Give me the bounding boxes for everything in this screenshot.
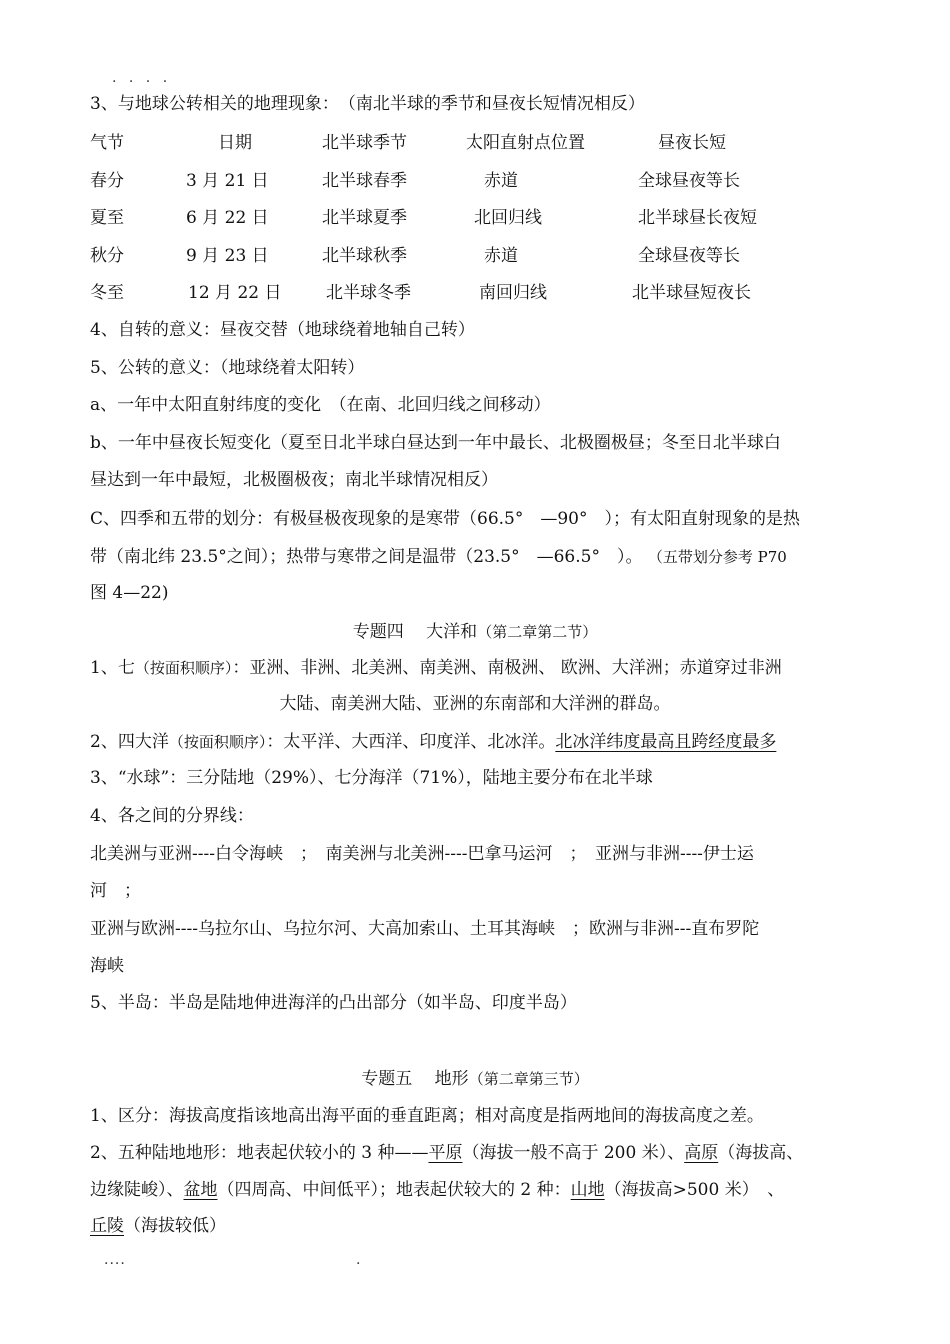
table-cell: 南回归线 — [479, 283, 547, 303]
item-text: （海拔高、 — [718, 1143, 804, 1163]
underlined-text: 丘陵 — [90, 1216, 124, 1236]
item-c-line-1: C、四季和五带的划分：有极昼极夜现象的是寒带（66.5° —90° ）；有太阳直射现象的是热 — [90, 509, 800, 529]
table-cell: 赤道 — [484, 171, 518, 191]
topic-5-heading — [0, 1067, 950, 1091]
table-header-cell: 太阳直射点位置 — [466, 133, 585, 153]
table-cell: 6 月 22 日 — [186, 208, 269, 228]
table-cell: 北半球夏季 — [322, 208, 407, 228]
table-header-row — [90, 131, 870, 155]
table-cell: 北半球昼短夜长 — [632, 283, 751, 303]
topic-5-title: 专题五 地形 — [361, 1069, 469, 1089]
item-c-main-text: 带（南北纬 23.5°之间）；热带与寒带之间是温带（23.5° —66.5° ）。 — [90, 547, 643, 567]
table-cell: 秋分 — [90, 246, 124, 266]
item-c-reference: （五带划分参考 P70 — [647, 548, 787, 566]
table-row — [90, 206, 870, 230]
table-row — [90, 244, 870, 268]
topic-4-item-5: 5、半岛：半岛是陆地伸进海洋的凸出部分（如半岛、印度半岛） — [90, 993, 577, 1013]
table-cell: 冬至 — [90, 283, 124, 303]
item-text: （海拔较低） — [124, 1216, 226, 1236]
underlined-text: 盆地 — [183, 1180, 218, 1200]
table-row — [90, 169, 870, 193]
boundary-line-1-cont: 河 ； — [90, 881, 141, 901]
item-text: 边缘陡峻）、 — [90, 1180, 184, 1200]
table-cell: 全球昼夜等长 — [638, 246, 740, 266]
item-text: 2、五种陆地地形：地表起伏较小的 3 种—— — [90, 1143, 429, 1163]
boundary-line-2-cont: 海峡 — [90, 956, 124, 976]
topic-5-item-1: 1、区分：海拔高度指该地高出海平面的垂直距离；相对高度是指两地间的海拔高度之差。 — [90, 1106, 764, 1126]
revolution-meaning: 5、公转的意义：（地球绕着太阳转） — [90, 358, 365, 378]
underlined-text: 山地 — [570, 1180, 605, 1200]
item-b-line-2: 昼达到一年中最短，北极圈极夜；南北半球情况相反） — [90, 470, 498, 490]
table-cell: 夏至 — [90, 208, 124, 228]
item-prefix: 1、七 — [90, 658, 135, 678]
topic-4-title: 专题四 大洋和 — [352, 622, 478, 642]
table-cell: 12 月 22 日 — [188, 283, 282, 303]
underlined-text: 北冰洋纬度最高且跨经度最多 — [555, 732, 777, 752]
table-cell: 北半球秋季 — [322, 246, 407, 266]
topic-4-item-4: 4、各之间的分界线： — [90, 806, 254, 826]
table-row — [90, 281, 870, 305]
topic-4-item-1 — [90, 656, 782, 680]
item-prefix: 2、四大洋 — [90, 732, 169, 752]
item-a: a、一年中太阳直射纬度的变化 （在南、北回归线之间移动） — [90, 395, 551, 415]
table-cell: 北半球冬季 — [326, 283, 411, 303]
section-3-title: 3、与地球公转相关的地理现象： （南北半球的季节和昼夜长短情况相反） — [90, 94, 645, 114]
item-c-line-2 — [90, 545, 787, 569]
topic-5-chapter: （第二章第三节） — [468, 1070, 589, 1088]
table-cell: 9 月 23 日 — [186, 246, 269, 266]
topic-5-item-2-cont-2 — [90, 1214, 226, 1238]
topic-4-heading — [0, 620, 950, 644]
table-cell: 北回归线 — [474, 208, 542, 228]
table-cell: 赤道 — [484, 246, 518, 266]
topic-5-item-2 — [90, 1141, 803, 1165]
top-dots: . . . . — [112, 70, 172, 86]
table-cell: 全球昼夜等长 — [638, 171, 740, 191]
underlined-text: 平原 — [428, 1143, 463, 1163]
topic-4-item-2 — [90, 730, 776, 754]
item-b-line-1: b、一年中昼夜长短变化（夏至日北半球白昼达到一年中最长、北极圈极昼；冬至日北半球白 — [90, 433, 781, 453]
item-c-line-3: 图 4—22) — [90, 583, 169, 603]
table-header-cell: 气节 — [90, 133, 124, 153]
table-cell: 3 月 21 日 — [186, 171, 269, 191]
item-text: ：亚洲、非洲、北美洲、南美洲、南极洲、 欧洲、大洋洲；赤道穿过非洲 — [232, 658, 782, 678]
rotation-meaning: 4、自转的意义：昼夜交替（地球绕着地轴自己转） — [90, 320, 475, 340]
table-cell: 北半球春季 — [322, 171, 407, 191]
topic-5-item-2-cont — [90, 1178, 784, 1202]
boundary-line-2: 亚洲与欧洲----乌拉尔山、乌拉尔河、大高加索山、土耳其海峡 ；欧洲与非洲---直布罗陀 — [90, 919, 760, 939]
item-note: （按面积顺序） — [168, 733, 267, 751]
table-header-cell: 日期 — [218, 133, 252, 153]
underlined-text: 高原 — [684, 1143, 719, 1163]
item-note: （按面积顺序） — [134, 659, 233, 677]
boundary-line-1: 北美洲与亚洲----白令海峡 ； 南美洲与北美洲----巴拿马运河 ； 亚洲与非洲----伊士运 — [90, 844, 754, 864]
item-text: （海拔一般不高于 200 米）、 — [462, 1143, 685, 1163]
table-header-cell: 北半球季节 — [322, 133, 407, 153]
table-header-cell: 昼夜长短 — [658, 133, 726, 153]
table-cell: 北半球昼长夜短 — [638, 208, 757, 228]
bottom-dots-left: .... — [104, 1252, 126, 1268]
topic-4-item-1-cont: 大陆、南美洲大陆、亚洲的东南部和大洋洲的群岛。 — [279, 694, 671, 714]
item-text: （海拔高>500 米） 、 — [604, 1180, 785, 1200]
topic-4-item-3: 3、“水球”：三分陆地（29%）、七分海洋（71%），陆地主要分布在北半球 — [90, 768, 653, 788]
bottom-dots-mid: . — [356, 1252, 365, 1268]
item-text: （四周高、中间低平）；地表起伏较大的 2 种： — [217, 1180, 571, 1200]
topic-4-chapter: （第二章第二节） — [477, 623, 598, 641]
item-text: ：太平洋、大西洋、印度洋、北冰洋。 — [266, 732, 556, 752]
table-cell: 春分 — [90, 171, 124, 191]
